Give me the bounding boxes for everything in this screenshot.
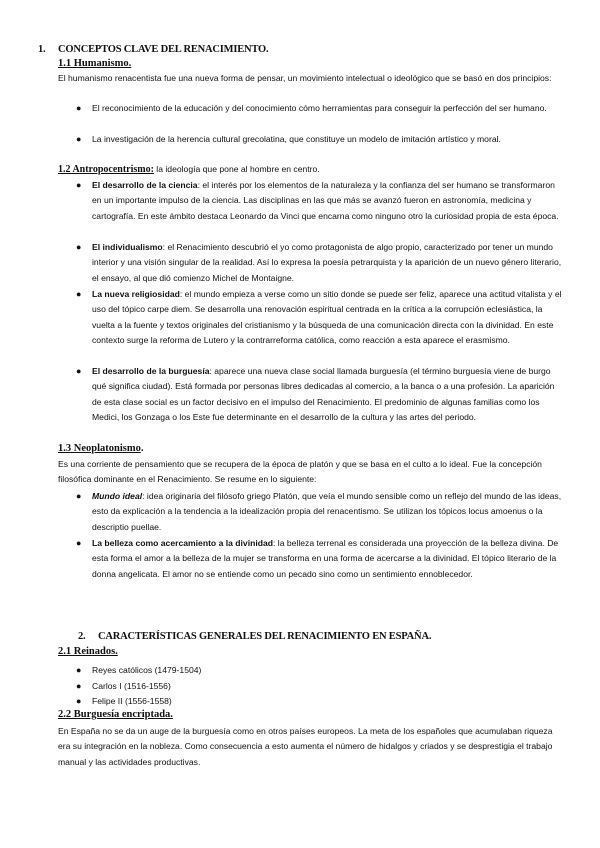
- bullet-icon: ●: [76, 180, 82, 190]
- list-item: ● La nueva religiosidad: el mundo empieza a verse como un sitio donde se puede ser feliz, aparece una actitud vitalista y el uso del tópico carpe diem. Se desarrolla una renovación espiritual centrada en la crítica a la corrupción eclesiástica, la vuelta a la fuente y textos originales del cristianismo y la búsqueda de una comunicación directa con la divinidad. En este contexto surge la reforma de Lutero y la contrarreforma católica, como reacción a esta aparece el erasmismo.: [76, 289, 562, 345]
- humanismo-intro: El humanismo renacentista fue una nueva forma de pensar, un movimiento intelectual o ideológico que se basó en dos principios:: [58, 73, 552, 83]
- bullet-icon: ●: [76, 366, 82, 376]
- bullet-icon: ●: [76, 103, 82, 113]
- neoplatonismo-intro: Es una corriente de pensamiento que se recupera de la época de platón y que se basa en el culto a lo ideal. Fue la concepción filosófica dominante en el Renacimiento. Se resume en lo siguiente:: [58, 459, 542, 485]
- bullet-icon: ●: [76, 665, 82, 675]
- bullet-icon: ●: [76, 538, 82, 548]
- section-2-number: 2.: [78, 631, 86, 642]
- list-item: ● El desarrollo de la ciencia: el interés por los elementos de la naturaleza y la confianza del ser humano se transformaron en un importante impulso de la ciencia. Las disciplinas en las que más se avanzó fueron en astronomía, medicina y cartografía. En este ámbito destaca Leonardo da Vinci que encarna como ninguno otro la curiosidad propia de esta época.: [76, 180, 559, 221]
- list-item: ● Mundo ideal: idea originaria del filósofo griego Platón, que veía el mundo sensible como un reflejo del mundo de las ideas, esto da explicación a la tendencia a la idealización propia del renacentismo. Se utilizan los tópicos locus amoenus o la descriptio puellae.: [76, 491, 562, 532]
- section-1-number: 1.: [38, 44, 46, 55]
- list-item: ● Reyes católicos (1479-1504): [92, 663, 562, 678]
- burguesia-heading: 2.2 Burguesía encriptada.: [58, 709, 173, 720]
- bullet-icon: ●: [76, 696, 82, 706]
- reinados-heading: 2.1 Reinados.: [58, 646, 118, 657]
- bullet-icon: ●: [76, 491, 82, 501]
- list-item: ● La belleza como acercamiento a la divinidad: la belleza terrenal es considerada una proyección de la belleza divina. De esta forma el amor a la belleza de la mujer se transforma en una forma de acercarse a la divinidad. El tópico literario de la donna angelicata. El amor no se entiende como un pecado sino como un sentimiento ennoblecedor.: [76, 538, 559, 579]
- section-1-title: [38, 44, 268, 55]
- list-item: ● Carlos I (1516-1556): [92, 679, 562, 694]
- bullet-icon: ●: [76, 681, 82, 691]
- humanismo-heading: 1.1 Humanismo.: [58, 58, 132, 69]
- list-item: ● El individualismo: el Renacimiento descubrió el yo como protagonista de algo propio, caracterizado por tener un mundo interior y una visión singular de la realidad. Así lo expresa la poesía petrarquista y la aparición de un nuevo género literario, el ensayo, al que dió comienzo Michel de Montaigne.: [76, 242, 562, 283]
- bullet-icon: ●: [76, 134, 82, 144]
- list-item: ● Felipe II (1556-1558): [92, 694, 562, 709]
- burguesia-paragraph: En España no se da un auge de la burguesía como en otros países europeos. La meta de los españoles que acumulaban riqueza era su integración en la nobleza. Como consecuencia a esto aumenta el número de hidalgos y criados y se desprestigia el trabajo manual y las actividades productivas.: [58, 726, 553, 767]
- list-item: ● La investigación de la herencia cultural grecolatina, que constituye un modelo de imitación artístico y moral.: [92, 132, 562, 147]
- list-item: ● El desarrollo de la burguesía: aparece una nueva clase social llamada burguesía (el término burguesía viene de burgo qué significa ciudad). Está formada por personas libres dedicadas al comercio, a la banca o a una profesión. La aparición de esta clase social es un factor decisivo en el impulso del Renacimiento. El predominio de algunas familias como los Medici, los Gonzaga o los Este fue determinante en el desarrollo de la cultura y las artes del periodo.: [76, 366, 555, 422]
- section-2-title: [78, 631, 431, 642]
- bullet-icon: ●: [76, 242, 82, 252]
- antropocentrismo-heading: 1.2 Antropocentrismo:: [58, 164, 154, 175]
- bullet-icon: ●: [76, 289, 82, 299]
- section-1-title-text: CONCEPTOS CLAVE DEL RENACIMIENTO.: [58, 44, 269, 55]
- section-2-title-text: CARACTERÍSTICAS GENERALES DEL RENACIMIENTO EN ESPAÑA.: [98, 631, 432, 642]
- neoplatonismo-heading: 1.3 Neoplatonismo.: [58, 443, 144, 454]
- antropocentrismo-paragraph: 1.2 Antropocentrismo: la ideología que pone al hombre en centro.: [58, 164, 320, 175]
- list-item: ● El reconocimiento de la educación y del conocimiento cómo herramientas para conseguir la perfección del ser humano.: [92, 101, 562, 116]
